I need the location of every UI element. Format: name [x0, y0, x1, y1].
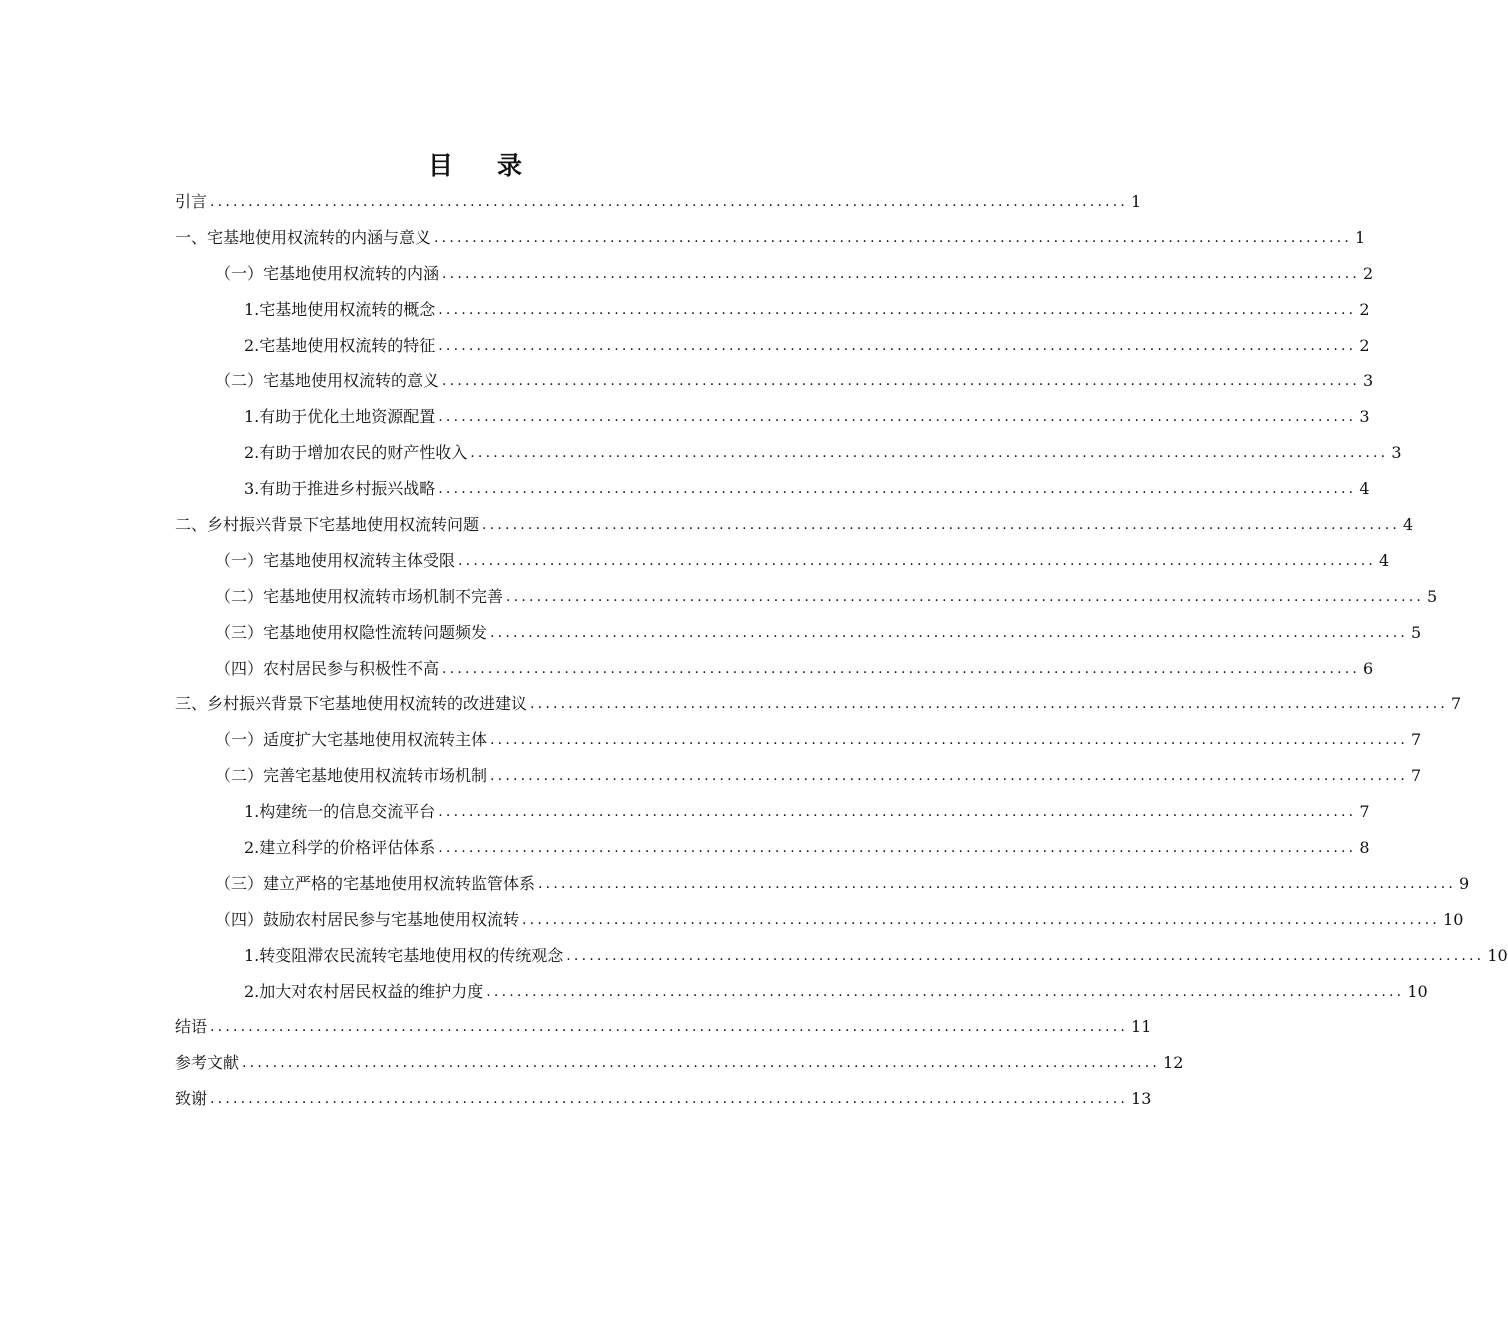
- toc-dot-leader: ........................................................................................................................: [490, 768, 1409, 785]
- toc-entry-title: （二）宅基地使用权流转市场机制不完善: [215, 586, 504, 606]
- toc-page-number: 3: [1359, 407, 1370, 427]
- toc-entry-title: 二、乡村振兴背景下宅基地使用权流转问题: [175, 514, 480, 534]
- toc-page-number: 4: [1379, 550, 1390, 570]
- toc-entry-title: 2.宅基地使用权流转的特征: [244, 335, 436, 355]
- toc-entry[interactable]: [175, 1009, 1152, 1045]
- toc-page-number: 3: [1363, 371, 1374, 391]
- toc-page-number: 7: [1411, 766, 1422, 786]
- toc-entry[interactable]: [175, 471, 1370, 507]
- toc-entry[interactable]: [175, 543, 1390, 579]
- toc-title-char-2: 录: [497, 151, 523, 180]
- toc-page-number: 13: [1131, 1089, 1152, 1109]
- toc-entry-title: 1.转变阻滞农民流转宅基地使用权的传统观念: [244, 945, 564, 965]
- toc-entry[interactable]: [175, 686, 1462, 722]
- toc-entry[interactable]: [175, 1045, 1184, 1081]
- toc-page-number: 11: [1131, 1017, 1152, 1037]
- toc-page-number: 7: [1359, 802, 1370, 822]
- toc-dot-leader: ........................................................................................................................: [458, 552, 1377, 569]
- toc-dot-leader: ........................................................................................................................: [210, 1019, 1129, 1036]
- toc-entry[interactable]: [175, 830, 1370, 866]
- toc-dot-leader: ........................................................................................................................: [434, 229, 1353, 246]
- toc-page-number: 6: [1363, 658, 1374, 678]
- toc-entry-title: （三）建立严格的宅基地使用权流转监管体系: [215, 873, 536, 893]
- toc-dot-leader: ........................................................................................................................: [486, 983, 1405, 1000]
- toc-page-number: 10: [1487, 945, 1508, 965]
- toc-entry-title: 1.宅基地使用权流转的概念: [244, 299, 436, 319]
- toc-entry-title: 2.有助于增加农民的财产性收入: [244, 443, 468, 463]
- toc-entry[interactable]: [175, 651, 1374, 687]
- toc-page-number: 9: [1459, 873, 1470, 893]
- toc-page-number: 4: [1359, 479, 1370, 499]
- toc-page-number: 2: [1359, 335, 1370, 355]
- toc-dot-leader: ........................................................................................................................: [490, 624, 1409, 641]
- toc-entry[interactable]: [175, 1081, 1152, 1117]
- toc-entry-title: 2.建立科学的价格评估体系: [244, 837, 436, 857]
- toc-page-number: 12: [1163, 1053, 1184, 1073]
- toc-entry[interactable]: [175, 256, 1374, 292]
- toc-title: [0, 146, 950, 182]
- toc-entry-title: 1.有助于优化土地资源配置: [244, 407, 436, 427]
- toc-entry-title: 1.构建统一的信息交流平台: [244, 802, 436, 822]
- toc-page-number: 1: [1355, 227, 1366, 247]
- table-of-contents: [175, 184, 1508, 1117]
- toc-entry-title: 2.加大对农村居民权益的维护力度: [244, 981, 484, 1001]
- toc-page-number: 7: [1451, 694, 1462, 714]
- toc-entry-title: （三）宅基地使用权隐性流转问题频发: [215, 622, 488, 642]
- toc-entry[interactable]: [175, 579, 1438, 615]
- toc-entry-title: 一、宅基地使用权流转的内涵与意义: [175, 227, 432, 247]
- toc-dot-leader: ........................................................................................................................: [482, 516, 1401, 533]
- toc-page-number: 5: [1427, 586, 1438, 606]
- toc-entry-title: 引言: [175, 191, 208, 211]
- toc-entry-title: 结语: [175, 1017, 208, 1037]
- toc-dot-leader: ........................................................................................................................: [438, 804, 1357, 821]
- toc-dot-leader: ........................................................................................................................: [438, 839, 1357, 856]
- toc-entry[interactable]: [175, 902, 1464, 938]
- toc-page-number: 10: [1443, 909, 1464, 929]
- toc-entry-title: （一）适度扩大宅基地使用权流转主体: [215, 730, 488, 750]
- toc-dot-leader: ........................................................................................................................: [438, 481, 1357, 498]
- toc-entry[interactable]: [175, 794, 1370, 830]
- toc-entry-title: （一）宅基地使用权流转主体受限: [215, 550, 456, 570]
- toc-page-number: 2: [1359, 299, 1370, 319]
- toc-page-number: 7: [1411, 730, 1422, 750]
- toc-entry[interactable]: [175, 507, 1414, 543]
- toc-dot-leader: ........................................................................................................................: [210, 1091, 1129, 1108]
- toc-page-number: 2: [1363, 263, 1374, 283]
- toc-entry-title: （二）宅基地使用权流转的意义: [215, 371, 440, 391]
- toc-dot-leader: ........................................................................................................................: [438, 301, 1357, 318]
- toc-entry-title: 参考文献: [175, 1053, 240, 1073]
- toc-entry[interactable]: [175, 758, 1422, 794]
- toc-dot-leader: ........................................................................................................................: [442, 660, 1361, 677]
- toc-entry[interactable]: [175, 363, 1374, 399]
- toc-dot-leader: ........................................................................................................................: [566, 947, 1485, 964]
- toc-entry[interactable]: [175, 615, 1422, 651]
- toc-entry[interactable]: [175, 184, 1142, 220]
- toc-page-number: 3: [1391, 443, 1402, 463]
- toc-entry[interactable]: [175, 974, 1428, 1010]
- toc-entry-title: 3.有助于推进乡村振兴战略: [244, 479, 436, 499]
- toc-dot-leader: ........................................................................................................................: [506, 588, 1425, 605]
- toc-dot-leader: ........................................................................................................................: [242, 1055, 1161, 1072]
- toc-entry-title: 致谢: [175, 1089, 208, 1109]
- toc-entry[interactable]: [175, 328, 1370, 364]
- toc-entry-title: （一）宅基地使用权流转的内涵: [215, 263, 440, 283]
- toc-page-number: 10: [1407, 981, 1428, 1001]
- toc-entry-title: （四）农村居民参与积极性不高: [215, 658, 440, 678]
- toc-title-char-1: 目: [427, 151, 453, 180]
- toc-dot-leader: ........................................................................................................................: [442, 265, 1361, 282]
- toc-entry[interactable]: [175, 722, 1422, 758]
- toc-dot-leader: ........................................................................................................................: [522, 911, 1441, 928]
- toc-entry[interactable]: [175, 435, 1402, 471]
- toc-dot-leader: ........................................................................................................................: [210, 193, 1129, 210]
- toc-entry[interactable]: [175, 866, 1470, 902]
- toc-page-number: 5: [1411, 622, 1422, 642]
- toc-entry-title: （二）完善宅基地使用权流转市场机制: [215, 766, 488, 786]
- toc-entry[interactable]: [175, 938, 1508, 974]
- toc-dot-leader: ........................................................................................................................: [438, 409, 1357, 426]
- toc-entry-title: （四）鼓励农村居民参与宅基地使用权流转: [215, 909, 520, 929]
- toc-dot-leader: ........................................................................................................................: [470, 445, 1389, 462]
- toc-dot-leader: ........................................................................................................................: [438, 337, 1357, 354]
- toc-dot-leader: ........................................................................................................................: [530, 696, 1449, 713]
- toc-page-number: 8: [1359, 837, 1370, 857]
- toc-entry[interactable]: [175, 220, 1366, 256]
- toc-entry[interactable]: [175, 292, 1370, 328]
- toc-dot-leader: ........................................................................................................................: [490, 732, 1409, 749]
- toc-dot-leader: ........................................................................................................................: [442, 373, 1361, 390]
- toc-entry[interactable]: [175, 399, 1370, 435]
- toc-dot-leader: ........................................................................................................................: [538, 875, 1457, 892]
- toc-page-number: 1: [1131, 191, 1142, 211]
- toc-entry-title: 三、乡村振兴背景下宅基地使用权流转的改进建议: [175, 694, 528, 714]
- toc-page-number: 4: [1403, 514, 1414, 534]
